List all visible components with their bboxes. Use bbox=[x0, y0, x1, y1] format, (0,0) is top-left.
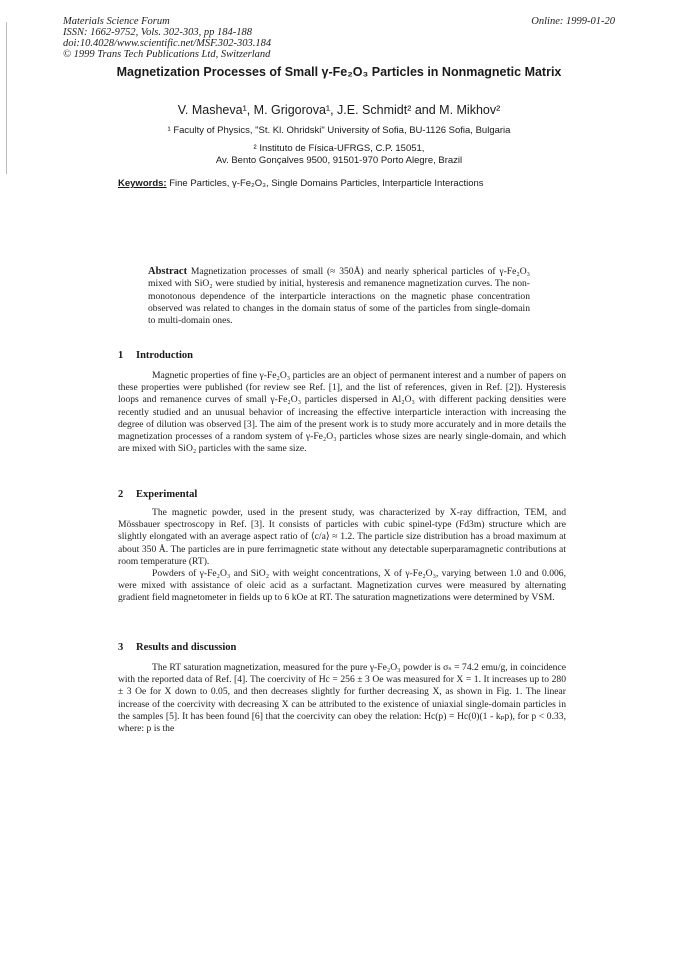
doi-line: doi:10.4028/www.scientific.net/MSF.302-303.184 bbox=[63, 38, 272, 49]
section-heading-results bbox=[118, 642, 236, 653]
section-title: Introduction bbox=[136, 350, 193, 361]
online-date: Online: 1999-01-20 bbox=[531, 16, 615, 27]
section-body-results bbox=[118, 662, 566, 735]
keywords-text: Fine Particles, γ-Fe₂O₃, Single Domains Particles, Interparticle Interactions bbox=[166, 178, 484, 189]
section-title: Experimental bbox=[136, 489, 198, 500]
keywords-label: Keywords: bbox=[118, 178, 167, 189]
section-title: Results and discussion bbox=[136, 642, 237, 653]
abstract bbox=[148, 266, 530, 327]
section-number: 2 bbox=[118, 489, 124, 500]
paper-title: Magnetization Processes of Small γ-Fe₂O₃ Particles in Nonmagnetic Matrix bbox=[116, 65, 562, 79]
section-body-experimental bbox=[118, 507, 566, 605]
affiliation-2-line-1: ² Instituto de Física-UFRGS, C.P. 15051, bbox=[253, 143, 425, 154]
journal-name: Materials Science Forum bbox=[63, 16, 170, 27]
abstract-label: Abstract bbox=[148, 266, 188, 277]
paragraph: The RT saturation magnetization, measured for the pure γ-Fe₂O₃ powder is σₛ = 74.2 emu/g, in coincidence with the reported data of Ref. [4]. The coercivity of Hc = 256 ± 3 Oe was measured for X = 1. It increases up to 280 ± 3 Oe for X down to 0.05, and then decreases slightly for further decreasing X, as shown in Fig. 1. The linear increase of the coercivity with decreasing X can be attributed to the existence of uniaxial single-domain particles in the samples [5]. It has been found [6] that the coercivity can obey the relation: Hc(p) = Hc(0)(1 - kₚp), for p < 0.33, where: p is the bbox=[118, 662, 566, 735]
affiliation-1: ¹ Faculty of Physics, "St. Kl. Ohridski" University of Sofia, BU-1126 Sofia, Bulgaria bbox=[167, 125, 511, 136]
paragraph: The magnetic powder, used in the present study, was characterized by X-ray diffraction, TEM, and Mössbauer spectroscopy in Ref. [3]. It consists of particles with cubic spinel-type (Fd3m) structure which are slightly elongated with an average aspect ratio of ⟨c/a⟩ ≈ 1.2. The particle size distribution has a broad maximum at about 350 Å. The particles are in pure ferrimagnetic state without any detectable superparamagnetic contributions at room temperature (RT). bbox=[118, 507, 566, 567]
margin-rule bbox=[6, 22, 7, 174]
affiliation-2-line-2: Av. Bento Gonçalves 9500, 91501-970 Porto Alegre, Brazil bbox=[215, 155, 463, 166]
paragraph: Magnetic properties of fine γ-Fe₂O₃ particles are an object of permanent interest and a number of papers on these properties were published (for review see Ref. [1], and the list of references, given in Ref. [2]). Hysteresis loops and remanence curves of small γ-Fe₂O₃ particles dispersed in Al₂O₃ with different packing densities were recently studied and an unusual behavior of increasing the effective interparticle interaction with increasing the degree of dilution was observed [3]. The aim of the present work is to study more accurately and in more details the magnetization processes of a random system of γ-Fe₂O₃ particles whose sizes are nearly single-domain, and which are mixed with SiO₂ particles with the same size. bbox=[118, 370, 566, 455]
journal-header bbox=[63, 16, 443, 60]
author-list: V. Masheva¹, M. Grigorova¹, J.E. Schmidt² and M. Mikhov² bbox=[177, 103, 501, 117]
section-heading-experimental bbox=[118, 489, 197, 500]
section-heading-introduction bbox=[118, 350, 193, 361]
keywords bbox=[118, 178, 598, 189]
section-number: 3 bbox=[118, 642, 124, 653]
section-number: 1 bbox=[118, 350, 124, 361]
section-body-introduction bbox=[118, 370, 566, 455]
copyright-line: © 1999 Trans Tech Publications Ltd, Switzerland bbox=[63, 49, 271, 60]
affiliation-2 bbox=[60, 143, 618, 167]
paragraph: Powders of γ-Fe₂O₃ and SiO₂ with weight concentrations, X of γ-Fe₂O₃, varying between 1.0 and 0.006, were mixed with assistance of oleic acid as a surfactant. Magnetization curves were measured by alternating gradient field magnetometer in fields up to 6 kOe at RT. The saturation magnetizations were determined by VSM. bbox=[118, 568, 566, 604]
abstract-text: Magnetization processes of small (≈ 350Å) and nearly spherical particles of γ-Fe₂O₃ mixed with SiO₂ were studied by initial, hysteresis and remanence magnetization curves. The non-monotonous dependence of the interparticle interactions on the magnetic phase concentration observed was related to changes in the domain status of some of the particles from single-domain to multi-domain ones. bbox=[148, 266, 530, 327]
issn-line: ISSN: 1662-9752, Vols. 302-303, pp 184-188 bbox=[63, 27, 252, 38]
